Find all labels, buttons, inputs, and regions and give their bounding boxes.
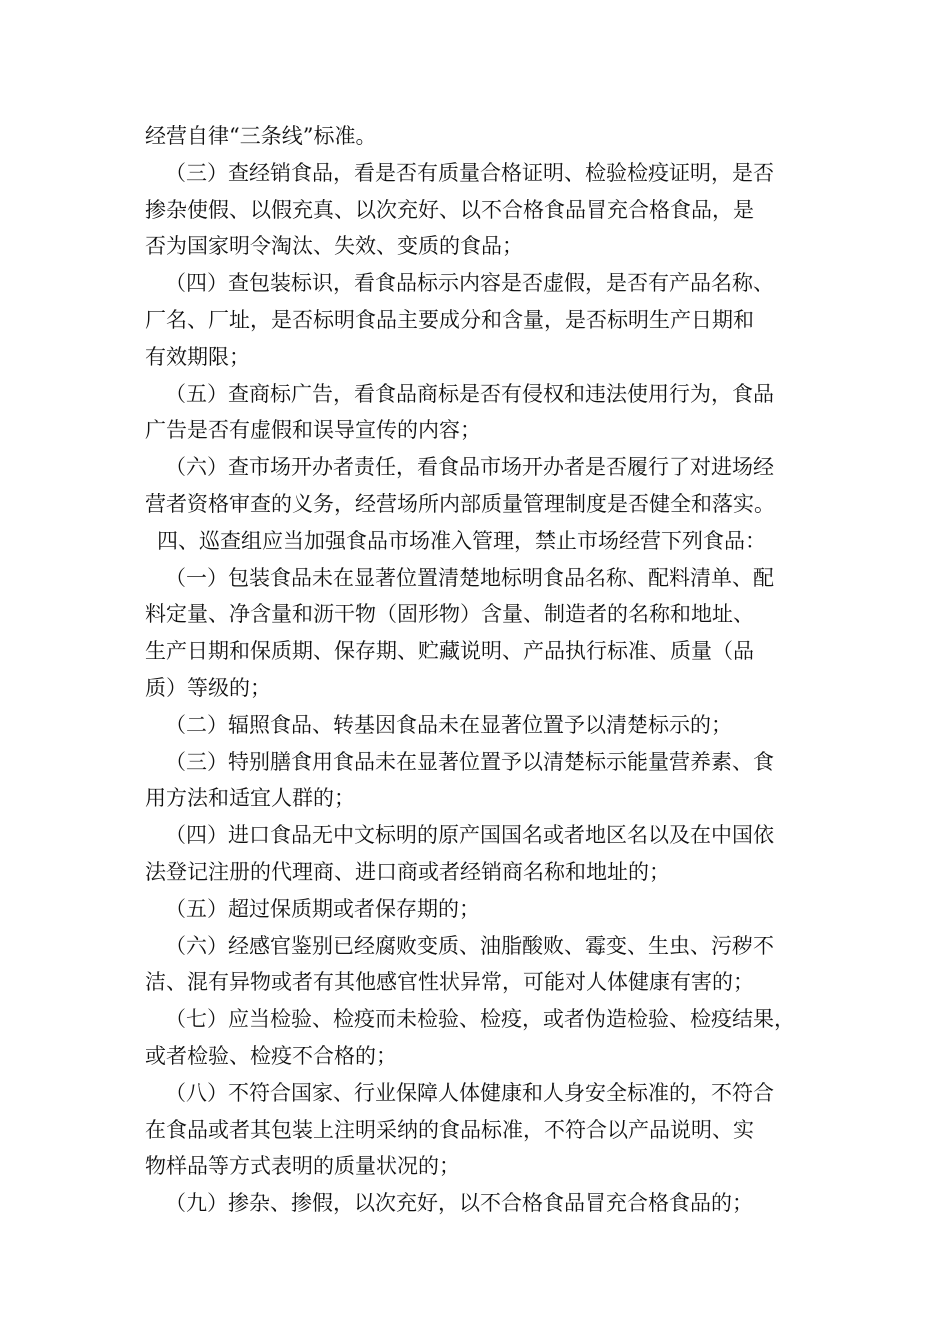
text-line: （五）超过保质期或者保存期的； xyxy=(165,896,480,921)
text-line: 营者资格审查的义务，经营场所内部质量管理制度是否健全和落实。 xyxy=(145,491,775,516)
text-line: （九）掺杂、掺假，以次充好，以不合格食品冒充合格食品的； xyxy=(165,1191,753,1216)
text-line: 经营自律“三条线”标准。 xyxy=(145,124,377,148)
text-line: （二）辐照食品、转基因食品未在显著位置予以清楚标示的； xyxy=(165,712,732,737)
text-line: （四）查包装标识，看食品标示内容是否虚假，是否有产品名称、 xyxy=(165,271,774,296)
text-line: 掺杂使假、以假充真、以次充好、以不合格食品冒充合格食品，是 xyxy=(145,197,754,222)
text-line: 有效期限； xyxy=(145,344,250,369)
text-line: （八）不符合国家、行业保障人体健康和人身安全标准的，不符合 xyxy=(165,1080,774,1105)
text-line: （四）进口食品无中文标明的原产国国名或者地区名以及在中国依 xyxy=(165,823,774,848)
text-line: （三）查经销食品，看是否有质量合格证明、检验检疫证明，是否 xyxy=(165,160,774,185)
text-line: 广告是否有虚假和误导宣传的内容； xyxy=(145,418,481,443)
text-line: （六）查市场开办者责任，看食品市场开办者是否履行了对进场经 xyxy=(165,455,774,480)
text-line: （五）查商标广告，看食品商标是否有侵权和违法使用行为，食品 xyxy=(165,381,774,406)
section-heading: 四、巡查组应当加强食品市场准入管理，禁止市场经营下列食品： xyxy=(157,528,766,553)
text-line: 洁、混有异物或者有其他感官性状异常，可能对人体健康有害的； xyxy=(145,970,754,995)
text-line: 或者检验、检疫不合格的； xyxy=(145,1043,397,1068)
document-body xyxy=(145,118,815,1222)
text-line: （三）特别膳食用食品未在显著位置予以清楚标示能量营养素、食 xyxy=(165,749,774,774)
text-line: 生产日期和保质期、保存期、贮藏说明、产品执行标准、质量（品 xyxy=(145,639,754,664)
text-line: 料定量、净含量和沥干物（固形物）含量、制造者的名称和地址、 xyxy=(145,602,754,627)
text-line: 否为国家明令淘汰、失效、变质的食品； xyxy=(145,234,523,259)
text-line: （七）应当检验、检疫而未检验、检疫，或者伪造检验、检疫结果， xyxy=(165,1007,795,1032)
text-line: 物样品等方式表明的质量状况的； xyxy=(145,1154,460,1179)
text-line: 用方法和适宜人群的； xyxy=(145,786,355,811)
text-line: 质）等级的； xyxy=(145,675,271,700)
text-line: 厂名、厂址，是否标明食品主要成分和含量，是否标明生产日期和 xyxy=(145,307,754,332)
text-line: （一）包装食品未在显著位置清楚地标明食品名称、配料清单、配 xyxy=(165,565,774,590)
text-line: （六）经感官鉴别已经腐败变质、油脂酸败、霉变、生虫、污秽不 xyxy=(165,933,774,958)
text-line: 在食品或者其包装上注明采纳的食品标准，不符合以产品说明、实 xyxy=(145,1117,754,1142)
text-line: 法登记注册的代理商、进口商或者经销商名称和地址的； xyxy=(145,859,670,884)
